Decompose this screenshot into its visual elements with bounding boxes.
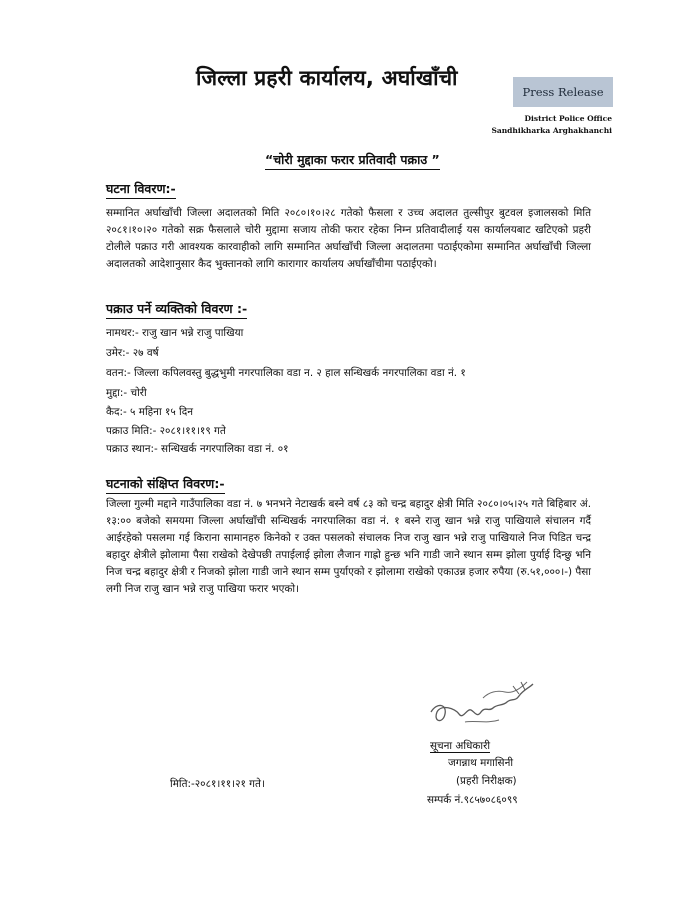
office-title: जिल्ला प्रहरी कार्यालय, अर्घाखाँची: [196, 66, 458, 90]
press-release-badge: [513, 77, 613, 107]
office-address-english: Sandhikharka Arghakhanchi: [491, 126, 612, 135]
signatory-rank: (प्रहरी निरीक्षक): [456, 775, 517, 787]
office-name-english: District Police Office: [524, 114, 612, 123]
arrested-heading: पक्राउ पर्ने व्यक्तिको विवरण :-: [106, 300, 247, 319]
incident-paragraph: [106, 205, 591, 273]
detail-case: मुद्दा:- चोरी: [106, 387, 147, 399]
summary-heading: घटनाको संक्षिप्त विवरण:-: [106, 475, 225, 494]
signatory-name: जगन्नाथ मगासिनी: [448, 757, 514, 769]
contact-number: सम्पर्क नं.९८५७०८६०९९: [427, 794, 518, 806]
detail-name: नामथर:- राजु खान भन्ने राजु पाखिया: [106, 327, 244, 339]
detail-sentence: कैद:- ५ महिना १५ दिन: [106, 406, 194, 418]
signatory-title-text: सूचना अधिकारी: [430, 740, 491, 752]
detail-arrest-date: पक्राउ मिति:- २०८१।११।१९ गते: [106, 425, 226, 437]
press-release-label: Press Release: [522, 85, 604, 99]
summary-paragraph: [106, 496, 591, 598]
summary-text: जिल्ला गुल्मी मद्दाने गाउँपालिका वडा नं. ७ भनभने नेटाखर्क बस्ने वर्ष ८३ को चन्द्र बहादुर क्षेत्री मिति २०८०।०५।२५ गते बिहिबार अं. १३:०० बजेको समयमा जिल्ला अर्घाखाँची सन्धिखर्क नगरपालिका वडा नं. १ बस्ने राजु खान भन्ने राजु पाखियाले संचालन गर्दै आईरहेको पसलमा गई किराना सामानहरु किनेको र उक्त पसलको संचालक निज राजु खान भन्ने राजु पाखियाले निज पिडित चन्द्र बहादुर क्षेत्रीले झोलामा पैसा राखेको देखेपछी तपाईलाई झोला लैजान गाह्रो हुन्छ भनि गाडी जाने स्थान सम्म झोला पुर्याई दिन्छु भनि निज चन्द्र बहादुर क्षेत्री र निजको झोला गाडी जाने स्थान सम्म पुर्याएको र झोलामा राखेको एकाउन्न हजार रुपैया (रु.५१,०००।-) पैसा लगी निज राजु खान भन्ने राजु पाखिया फरार भएको।: [106, 498, 591, 595]
incident-text: सम्मानित अर्घाखाँची जिल्ला अदालतको मिति २०८०।१०।२८ गतेको फैसला र उच्च अदालत तुल्सीपुर बुटवल इजालसको मिति २०८१।१०।२० गतेको सक्र फैसलाले चोरी मुद्दामा सजाय तोकी फरार रहेका निम्न प्रतिवादीलाई यस कार्यालयबाट खटिएको प्रहरी टोलीले पक्राउ गरी आवश्यक कारवाहीको लागि सम्मानित अर्घाखाँची जिल्ला अदालतमा पठाईएकोमा सम्मानित अर्घाखाँची जिल्ला अदालतको आदेशानुसार कैद भुक्तानको लागि कारागार कार्यालय अर्घाखाँचीमा पठाईएको।: [106, 207, 591, 270]
signatory-title: [430, 739, 490, 753]
signature-image: [425, 672, 545, 742]
detail-address: वतन:- जिल्ला कपिलवस्तु बुद्धभुमी नगरपालिका वडा न. २ हाल सन्धिखर्क नगरपालिका वडा नं. १: [106, 367, 466, 379]
detail-age: उमेर:- २७ वर्ष: [106, 347, 159, 359]
subject-line: “चोरी मुद्दाका फरार प्रतिवादी पक्राउ ”: [265, 151, 440, 170]
release-date: मिति:-२०८१।११।२१ गते।: [170, 778, 265, 790]
detail-arrest-place: पक्राउ स्थान:- सन्धिखर्क नगरपालिका वडा नं. ०१: [106, 443, 289, 455]
incident-heading: घटना विवरण:-: [106, 180, 176, 199]
